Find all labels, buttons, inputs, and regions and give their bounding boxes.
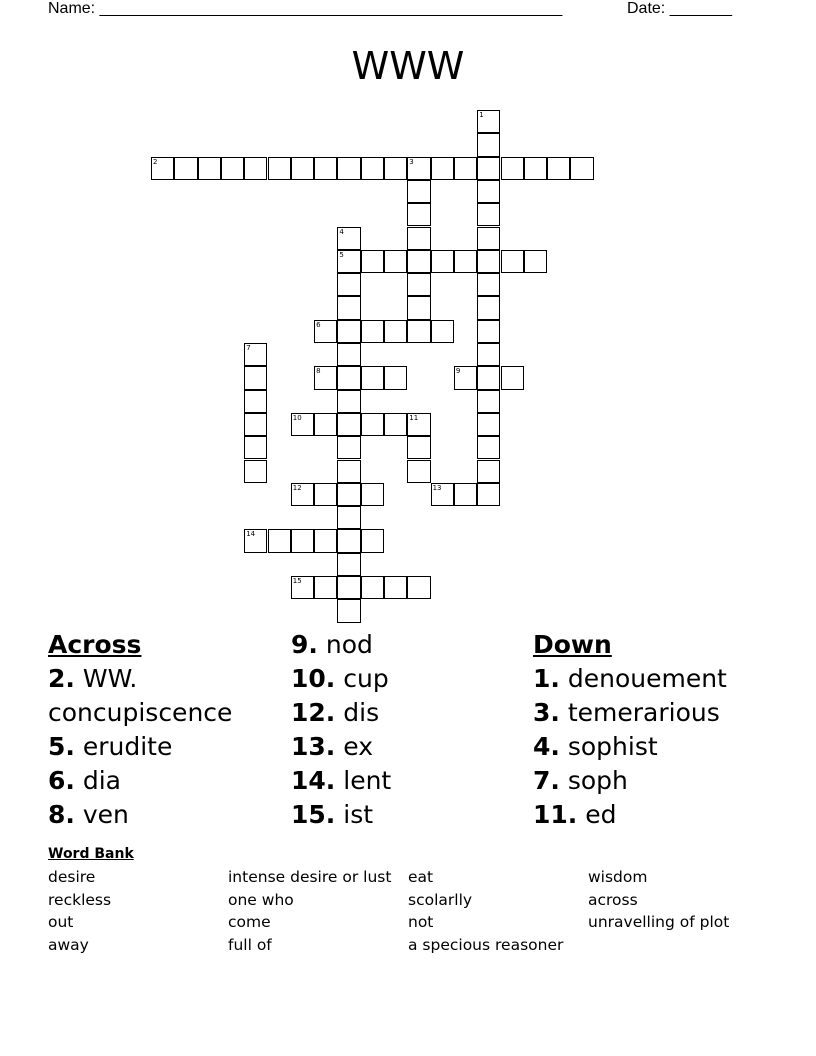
clue-across-15 [291,798,521,832]
grid-cell[interactable] [384,320,407,343]
clue-number: 13. [291,732,336,761]
clue-number: 6. [48,766,75,795]
grid-cell[interactable] [361,366,384,389]
grid-cell[interactable] [477,436,500,459]
grid-cell[interactable] [337,460,360,483]
word-bank-column [588,866,729,934]
clue-down-3 [533,696,803,730]
grid-cell[interactable] [337,553,360,576]
grid-cell[interactable] [337,250,360,273]
cell-number: 15 [292,577,302,585]
word-bank-item: not [408,913,434,932]
word-bank-item: scolarlly [408,890,473,909]
grid-cell[interactable] [244,413,267,436]
down-heading: Down [533,630,612,659]
grid-cell[interactable] [337,413,360,436]
grid-cell[interactable] [407,576,430,599]
clue-text: denouement [567,664,727,693]
cell-number: 4 [339,227,344,236]
grid-cell[interactable] [337,506,360,529]
clue-across-2 [48,662,284,730]
grid-cell[interactable] [361,320,384,343]
name-field[interactable]: Name: ____________________________________________________ [48,0,563,17]
word-bank-title: Word Bank [48,846,134,862]
clue-number: 5. [48,732,75,761]
grid-cell[interactable] [244,390,267,413]
grid-cell[interactable] [361,576,384,599]
word-bank-item: intense desire or lust [228,868,392,886]
word-bank-item: full of [228,936,272,955]
grid-cell[interactable] [454,483,477,506]
clue-number: 10. [291,664,336,693]
grid-cell[interactable] [477,203,500,226]
grid-cell[interactable] [337,390,360,413]
clue-across-13 [291,730,521,764]
cell-number: 8 [316,367,321,376]
grid-cell[interactable] [384,366,407,389]
grid-cell[interactable] [314,157,337,180]
grid-cell[interactable] [477,296,500,319]
word-bank-item: reckless [48,890,112,909]
grid-cell[interactable] [384,157,407,180]
word-bank-item: desire [48,868,96,886]
word-bank-item: out [48,913,74,932]
grid-cell[interactable] [361,529,384,552]
grid-cell[interactable] [337,343,360,366]
grid-cell[interactable] [477,157,500,180]
grid-cell[interactable] [407,436,430,459]
grid-cell[interactable] [268,157,291,180]
cell-number: 11 [409,413,419,422]
grid-cell[interactable] [314,483,337,506]
grid-cell[interactable] [151,157,174,180]
word-bank-item: eat [408,868,434,886]
grid-cell[interactable] [431,250,454,273]
grid-cell[interactable] [268,529,291,552]
word-bank-column [228,866,391,957]
clue-text: erudite [82,732,173,761]
grid-cell[interactable] [454,366,477,389]
grid-cell[interactable] [314,529,337,552]
grid-cell[interactable] [314,413,337,436]
clue-across-6 [48,764,284,798]
clue-across-10 [291,662,521,696]
grid-cell[interactable] [407,180,430,203]
grid-cell[interactable] [524,157,547,180]
grid-cell[interactable] [174,157,197,180]
grid-cell[interactable] [477,343,500,366]
puzzle-title: WWW [351,44,465,88]
grid-cell[interactable] [477,390,500,413]
clue-number: 14. [291,766,336,795]
clue-across-5 [48,730,284,764]
clue-text: sophist [567,732,658,761]
grid-cell[interactable] [477,227,500,250]
grid-cell[interactable] [431,157,454,180]
grid-cell[interactable] [477,273,500,296]
grid-cell[interactable] [361,413,384,436]
across-clues-continued [291,628,521,832]
clue-text: nod [325,630,373,659]
cell-number: 10 [292,413,302,422]
cell-number: 12 [292,483,302,492]
grid-cell[interactable] [337,320,360,343]
clue-down-1 [533,662,803,696]
clue-down-4 [533,730,803,764]
grid-cell[interactable] [291,157,314,180]
clue-text: lent [343,766,392,795]
grid-cell[interactable] [198,157,221,180]
clue-number: 4. [533,732,560,761]
grid-cell[interactable] [291,529,314,552]
grid-cell[interactable] [291,413,314,436]
clue-text: ex [343,732,373,761]
grid-cell[interactable] [407,413,430,436]
clue-text: cup [343,664,389,693]
grid-cell[interactable] [291,483,314,506]
grid-cell[interactable] [337,273,360,296]
grid-cell[interactable] [431,483,454,506]
grid-cell[interactable] [361,157,384,180]
grid-cell[interactable] [477,320,500,343]
clue-number: 3. [533,698,560,727]
clue-text: ven [82,800,129,829]
clue-across-14 [291,764,521,798]
grid-cell[interactable] [477,366,500,389]
grid-cell[interactable] [384,250,407,273]
word-bank-item: a specious reasoner [408,936,564,955]
word-bank-item: away [48,936,89,955]
clue-number: 8. [48,800,75,829]
clue-down-11 [533,798,803,832]
grid-cell[interactable] [501,157,524,180]
grid-cell[interactable] [477,483,500,506]
clue-text: dia [82,766,121,795]
grid-cell[interactable] [477,250,500,273]
clue-across-8 [48,798,284,832]
clue-text: ed [585,800,617,829]
grid-cell[interactable] [407,227,430,250]
grid-cell[interactable] [337,483,360,506]
grid-cell[interactable] [407,203,430,226]
grid-cell[interactable] [337,576,360,599]
grid-cell[interactable] [477,460,500,483]
cell-number: 7 [246,344,251,352]
grid-cell[interactable] [244,460,267,483]
grid-cell[interactable] [501,366,524,389]
grid-cell[interactable] [407,250,430,273]
clue-across-12 [291,696,521,730]
grid-cell[interactable] [244,436,267,459]
word-bank-item: across [588,890,638,909]
grid-cell[interactable] [337,529,360,552]
grid-cell[interactable] [244,343,267,366]
grid-cell[interactable] [477,413,500,436]
clue-number: 15. [291,800,336,829]
date-field[interactable]: Date: _______ [627,0,732,17]
grid-cell[interactable] [291,576,314,599]
across-heading: Across [48,630,142,659]
clue-number: 1. [533,664,560,693]
cell-number: 5 [339,250,344,259]
grid-cell[interactable] [407,296,430,319]
grid-cell[interactable] [477,180,500,203]
cell-number: 9 [455,367,461,376]
clue-number: 12. [291,698,336,727]
word-bank-item: wisdom [588,868,648,886]
grid-cell[interactable] [454,157,477,180]
down-clues [533,628,803,832]
grid-cell[interactable] [407,320,430,343]
grid-cell[interactable] [570,157,593,180]
grid-cell[interactable] [501,250,524,273]
grid-cell[interactable] [337,366,360,389]
grid-cell[interactable] [221,157,244,180]
grid-cell[interactable] [361,250,384,273]
grid-cell[interactable] [361,483,384,506]
grid-cell[interactable] [407,157,430,180]
cell-number: 13 [432,483,442,492]
grid-cell[interactable] [454,250,477,273]
grid-cell[interactable] [244,366,267,389]
grid-cell[interactable] [337,227,360,250]
grid-cell[interactable] [384,413,407,436]
grid-cell[interactable] [477,133,500,156]
across-clues [48,628,284,832]
cell-number: 3 [409,157,414,166]
cell-number: 2 [153,157,158,166]
cell-number: 6 [316,320,321,329]
cell-number: 14 [246,530,256,539]
grid-cell[interactable] [477,110,500,133]
grid-cell[interactable] [547,157,570,180]
grid-cell[interactable] [407,460,430,483]
word-bank-column [408,866,563,957]
clue-text: WW. concupiscence [48,664,233,727]
grid-cell[interactable] [337,296,360,319]
grid-cell[interactable] [407,273,430,296]
clue-number: 7. [533,766,560,795]
cell-number: 1 [479,111,484,119]
grid-cell[interactable] [384,576,407,599]
clue-down-7 [533,764,803,798]
grid-cell[interactable] [244,157,267,180]
grid-cell[interactable] [524,250,547,273]
grid-cell[interactable] [431,320,454,343]
grid-cell[interactable] [337,599,360,622]
clue-text: soph [567,766,628,795]
clue-number: 2. [48,664,75,693]
clue-across-9 [291,628,521,662]
word-bank-item: unravelling of plot [588,913,730,932]
grid-cell[interactable] [314,366,337,389]
clue-text: dis [343,698,380,727]
clue-text: temerarious [567,698,720,727]
clue-number: 11. [533,800,578,829]
word-bank-item: come [228,913,271,932]
grid-cell[interactable] [314,576,337,599]
grid-cell[interactable] [314,320,337,343]
grid-cell[interactable] [244,529,267,552]
grid-cell[interactable] [337,436,360,459]
grid-cell[interactable] [337,157,360,180]
clue-text: ist [343,800,374,829]
clue-number: 9. [291,630,318,659]
word-bank-column [48,866,111,957]
word-bank-item: one who [228,890,294,909]
